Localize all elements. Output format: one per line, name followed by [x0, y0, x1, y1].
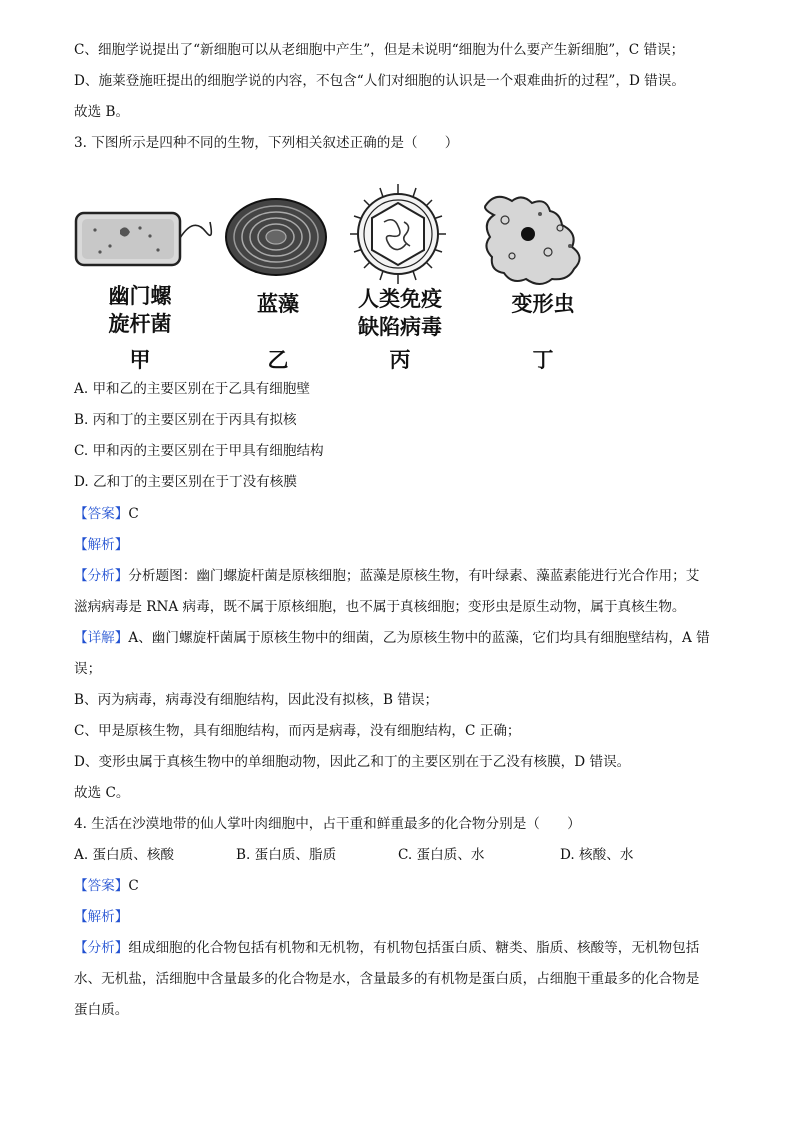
organism-yi-label: 乙	[267, 348, 289, 372]
xiangjie-text: A、幽门螺旋杆菌属于原核生物中的细菌，乙为原核生物中的蓝藻，它们均具有细胞壁结构，A 错	[128, 630, 710, 646]
answer-tag: 【答案】	[74, 878, 129, 894]
organism-ding-label: 丁	[532, 348, 554, 372]
q3-option-c: C. 甲和丙的主要区别在于甲具有细胞结构	[74, 443, 324, 459]
q3-xiangjie-d: D、变形虫属于真核生物中的单细胞动物，因此乙和丁的主要区别在于乙没有核膜，D 错误。	[74, 754, 631, 770]
q4-option-a: A. 蛋白质、核酸	[74, 847, 175, 863]
q2-option-c-explanation: C、细胞学说提出了“新细胞可以从老细胞中产生”，但是未说明“细胞为什么要产生新细胞”，C 错误；	[74, 42, 685, 58]
cyanobacteria-illustration	[226, 199, 326, 275]
answer-tag: 【答案】	[74, 506, 129, 522]
q4-answer	[74, 876, 724, 896]
q3-conclusion: 故选 C。	[74, 785, 130, 801]
organism-jia-label: 甲	[129, 348, 151, 372]
q4-fenxi-2: 水、无机盐，活细胞中含量最多的化合物是水，含量最多的有机物是蛋白质，占细胞干重最多的化合物是	[74, 971, 700, 987]
q3-xiangjie-a1	[74, 628, 724, 648]
q3-option-d: D. 乙和丁的主要区别在于丁没有核膜	[74, 474, 297, 490]
answer-value: C	[128, 506, 139, 522]
q4-option-d: D. 核酸、水	[560, 847, 634, 863]
q3-xiangjie-a2: 误；	[74, 661, 102, 677]
q4-option-b: B. 蛋白质、脂质	[236, 847, 337, 863]
analysis-tag: 【解析】	[74, 537, 129, 553]
answer-value: C	[128, 878, 139, 894]
organism-bing-name-line1: 人类免疫	[358, 287, 442, 311]
q3-analysis-tag	[74, 535, 724, 555]
fenxi-tag: 【分析】	[74, 568, 129, 584]
q3-answer	[74, 504, 724, 524]
fenxi-tag: 【分析】	[74, 940, 129, 956]
organism-jia-name-line2: 旋杆菌	[108, 312, 172, 336]
q4-option-c: C. 蛋白质、水	[398, 847, 485, 863]
organism-ding-name: 变形虫	[511, 292, 575, 316]
q3-option-a: A. 甲和乙的主要区别在于乙具有细胞壁	[74, 381, 310, 397]
q3-option-b: B. 丙和丁的主要区别在于丙具有拟核	[74, 412, 297, 428]
q3-xiangjie-b: B、丙为病毒，病毒没有细胞结构，因此没有拟核，B 错误；	[74, 692, 439, 708]
amoeba-illustration	[485, 197, 580, 284]
analysis-tag: 【解析】	[74, 909, 129, 925]
organism-yi-name: 蓝藻	[257, 292, 299, 316]
organism-bing-label: 丙	[389, 348, 411, 372]
q2-conclusion: 故选 B。	[74, 104, 130, 120]
q4-fenxi-3: 蛋白质。	[74, 1002, 129, 1018]
q4-analysis-tag	[74, 907, 724, 927]
organism-bing-name-line2: 缺陷病毒	[358, 315, 442, 339]
fenxi-text: 组成细胞的化合物包括有机物和无机物，有机物包括蛋白质、糖类、脂质、核酸等，无机物包括	[128, 940, 700, 956]
xiangjie-tag: 【详解】	[74, 630, 129, 646]
q3-fenxi-2: 滋病病毒是 RNA 病毒，既不属于原核细胞，也不属于真核细胞；变形虫是原生动物，属于真核生物。	[74, 599, 686, 615]
q4-fenxi-1	[74, 938, 724, 958]
hiv-illustration	[350, 184, 446, 284]
q3-fenxi-1	[74, 566, 724, 586]
q3-xiangjie-c: C、甲是原核生物，具有细胞结构，而丙是病毒，没有细胞结构，C 正确；	[74, 723, 521, 739]
q4-options	[74, 845, 724, 865]
fenxi-text: 分析题图：幽门螺旋杆菌是原核细胞；蓝藻是原核生物，有叶绿素、藻蓝素能进行光合作用；艾	[128, 568, 700, 584]
q3-stem: 3. 下图所示是四种不同的生物，下列相关叙述正确的是（ ）	[74, 135, 459, 151]
organism-jia-name-line1: 幽门螺	[108, 284, 172, 308]
helicobacter-illustration	[76, 213, 211, 265]
q4-stem: 4. 生活在沙漠地带的仙人掌叶肉细胞中，占干重和鲜重最多的化合物分别是（ ）	[74, 816, 581, 832]
q2-option-d-explanation: D、施莱登施旺提出的细胞学说的内容，不包含“人们对细胞的认识是一个艰难曲折的过程”，D 错误。	[74, 73, 685, 89]
